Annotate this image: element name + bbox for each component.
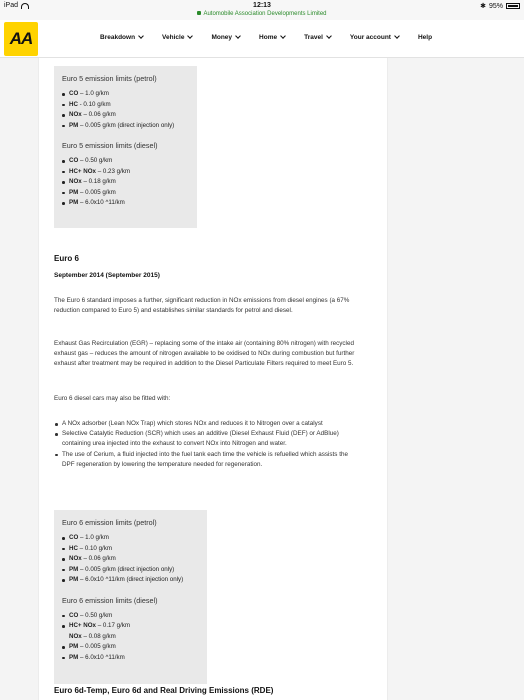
euro6-paragraph-1: The Euro 6 standard imposes a further, significant reduction in NOx emissions from diesel engines (a 67% reduction compared to Euro 5) and establishes similar standards for petrol and diesel. <box>54 297 350 315</box>
nav-breakdown[interactable] <box>100 34 143 41</box>
list-item: HC+ NOx – 0.17 g/km <box>62 621 199 632</box>
bullet-icon <box>55 433 58 436</box>
list-item: PM – 0.005 g/km <box>62 188 189 199</box>
euro5-petrol-title: Euro 5 emission limits (petrol) <box>62 74 157 83</box>
euro6-heading: Euro 6 <box>54 254 79 263</box>
nav-label: Travel <box>304 34 323 41</box>
list-item: NOx – 0.06 g/km <box>62 554 199 565</box>
nav-label: Money <box>211 34 233 41</box>
list-item: PM – 0.005 g/km (direct injection only) <box>62 565 199 576</box>
bullet-icon <box>62 202 65 205</box>
euro6-fitment-list <box>54 419 359 470</box>
bullet-icon <box>62 548 65 551</box>
list-item: The use of Cerium, a fluid injected into the fuel tank each time the vehicle is refuelled which assists the DPF regeneration by lowering the temperature needed for regeneration. <box>54 450 359 470</box>
site-identity[interactable] <box>0 11 524 17</box>
status-bar <box>0 0 524 20</box>
euro6-petrol-title: Euro 6 emission limits (petrol) <box>62 518 157 527</box>
site-header <box>0 20 524 58</box>
list-item: PM – 0.005 g/km <box>62 642 199 653</box>
bullet-icon <box>62 104 65 107</box>
nav-label: Help <box>417 34 433 41</box>
bullet-icon <box>62 114 65 117</box>
euro5-petrol-list <box>62 89 189 131</box>
euro6-date: September 2014 (September 2015) <box>54 272 160 279</box>
list-item: HC – 0.10 g/km <box>62 544 199 555</box>
list-item: NOx – 0.06 g/km <box>62 110 189 121</box>
bullet-icon <box>62 646 65 649</box>
chevron-down-icon <box>138 33 144 39</box>
bullet-icon <box>62 657 65 660</box>
euro6-paragraph-3: Euro 6 diesel cars may also be fitted with: <box>54 395 171 402</box>
euro5-limits-box <box>54 66 197 228</box>
list-item: PM – 0.005 g/km (direct injection only) <box>62 121 189 132</box>
nav-travel[interactable] <box>304 34 331 41</box>
bullet-icon <box>55 454 58 457</box>
euro5-diesel-list <box>62 156 189 209</box>
bullet-icon <box>62 171 65 174</box>
bullet-icon <box>55 423 58 426</box>
clock: 12:13 <box>253 2 271 9</box>
main-nav <box>100 34 451 41</box>
lock-icon <box>197 11 201 15</box>
list-item: HC+ NOx – 0.23 g/km <box>62 167 189 178</box>
euro5-diesel-title: Euro 5 emission limits (diesel) <box>62 141 158 150</box>
list-item: HC - 0.10 g/km <box>62 100 189 111</box>
bullet-icon <box>62 125 65 128</box>
chevron-down-icon <box>326 33 332 39</box>
bullet-icon <box>62 625 65 628</box>
list-item: CO – 1.0 g/km <box>62 89 189 100</box>
euro6-limits-box <box>54 510 207 684</box>
bluetooth-icon: ✱ <box>480 3 486 10</box>
nav-your-account[interactable] <box>350 34 399 41</box>
logo-text: AA <box>9 29 33 48</box>
nav-label: Vehicle <box>162 34 185 41</box>
list-item: A NOx adsorber (Lean NOx Trap) which stores NOx and reduces it to Nitrogen over a catalyst <box>54 419 359 429</box>
bullet-icon <box>62 558 65 561</box>
battery-icon <box>506 3 520 9</box>
site-identity-label: Automobile Association Developments Limited <box>203 11 327 17</box>
list-item: CO – 0.50 g/km <box>62 156 189 167</box>
chevron-down-icon <box>235 33 241 39</box>
status-right <box>480 2 520 10</box>
list-item: NOx – 0.08 g/km <box>69 632 116 640</box>
euro6-diesel-title: Euro 6 emission limits (diesel) <box>62 595 158 605</box>
list-item: NOx – 0.18 g/km <box>62 177 189 188</box>
bullet-icon <box>62 192 65 195</box>
bullet-icon <box>62 537 65 540</box>
euro6-paragraph-2: Exhaust Gas Recirculation (EGR) – replacing some of the intake air (containing 80% nitrogen) with recycled exhaust gas – reduces the amount of nitrogen available to be oxidised to NOx during combustion but further exhaust after treatment may be required in addition to the Diesel Particulate Filters required to meet Euro 5. <box>54 340 355 368</box>
bullet-icon <box>62 579 65 582</box>
bullet-icon <box>62 160 65 163</box>
bullet-icon <box>62 93 65 96</box>
list-item: CO – 1.0 g/km <box>62 533 199 544</box>
list-item: PM – 6.0x10 ^11/km <box>62 198 189 209</box>
list-item: PM – 6.0x10 ^11/km (direct injection only) <box>62 575 199 586</box>
nav-label: Your account <box>349 34 391 41</box>
aa-logo[interactable] <box>4 22 38 56</box>
battery-percent: 95% <box>488 2 503 10</box>
nav-home[interactable] <box>259 34 285 41</box>
list-item: Selective Catalytic Reduction (SCR) which uses an additive (Diesel Exhaust Fluid (DEF) or AdBlue) containing urea injected into the exhaust to convert NOx into Nitrogen and water. <box>54 429 359 449</box>
nav-label: Breakdown <box>100 34 136 41</box>
list-item: PM – 6.0x10 ^11/km <box>62 653 199 664</box>
article-column <box>38 58 388 700</box>
euro6-petrol-list <box>62 533 199 586</box>
rde-heading: Euro 6d-Temp, Euro 6d and Real Driving Emissions (RDE) <box>54 686 274 695</box>
euro6-diesel-list <box>62 611 199 664</box>
list-item: CO – 0.50 g/km <box>62 611 199 622</box>
nav-vehicle[interactable] <box>162 34 192 41</box>
nav-help[interactable] <box>418 34 432 41</box>
chevron-down-icon <box>394 33 400 39</box>
device-label: iPad <box>4 2 19 9</box>
chevron-down-icon <box>280 33 286 39</box>
bullet-icon <box>62 181 65 184</box>
nav-label: Home <box>259 34 278 41</box>
chevron-down-icon <box>188 33 194 39</box>
bullet-icon <box>62 569 65 572</box>
bullet-icon <box>62 615 65 618</box>
nav-money[interactable] <box>211 34 240 41</box>
